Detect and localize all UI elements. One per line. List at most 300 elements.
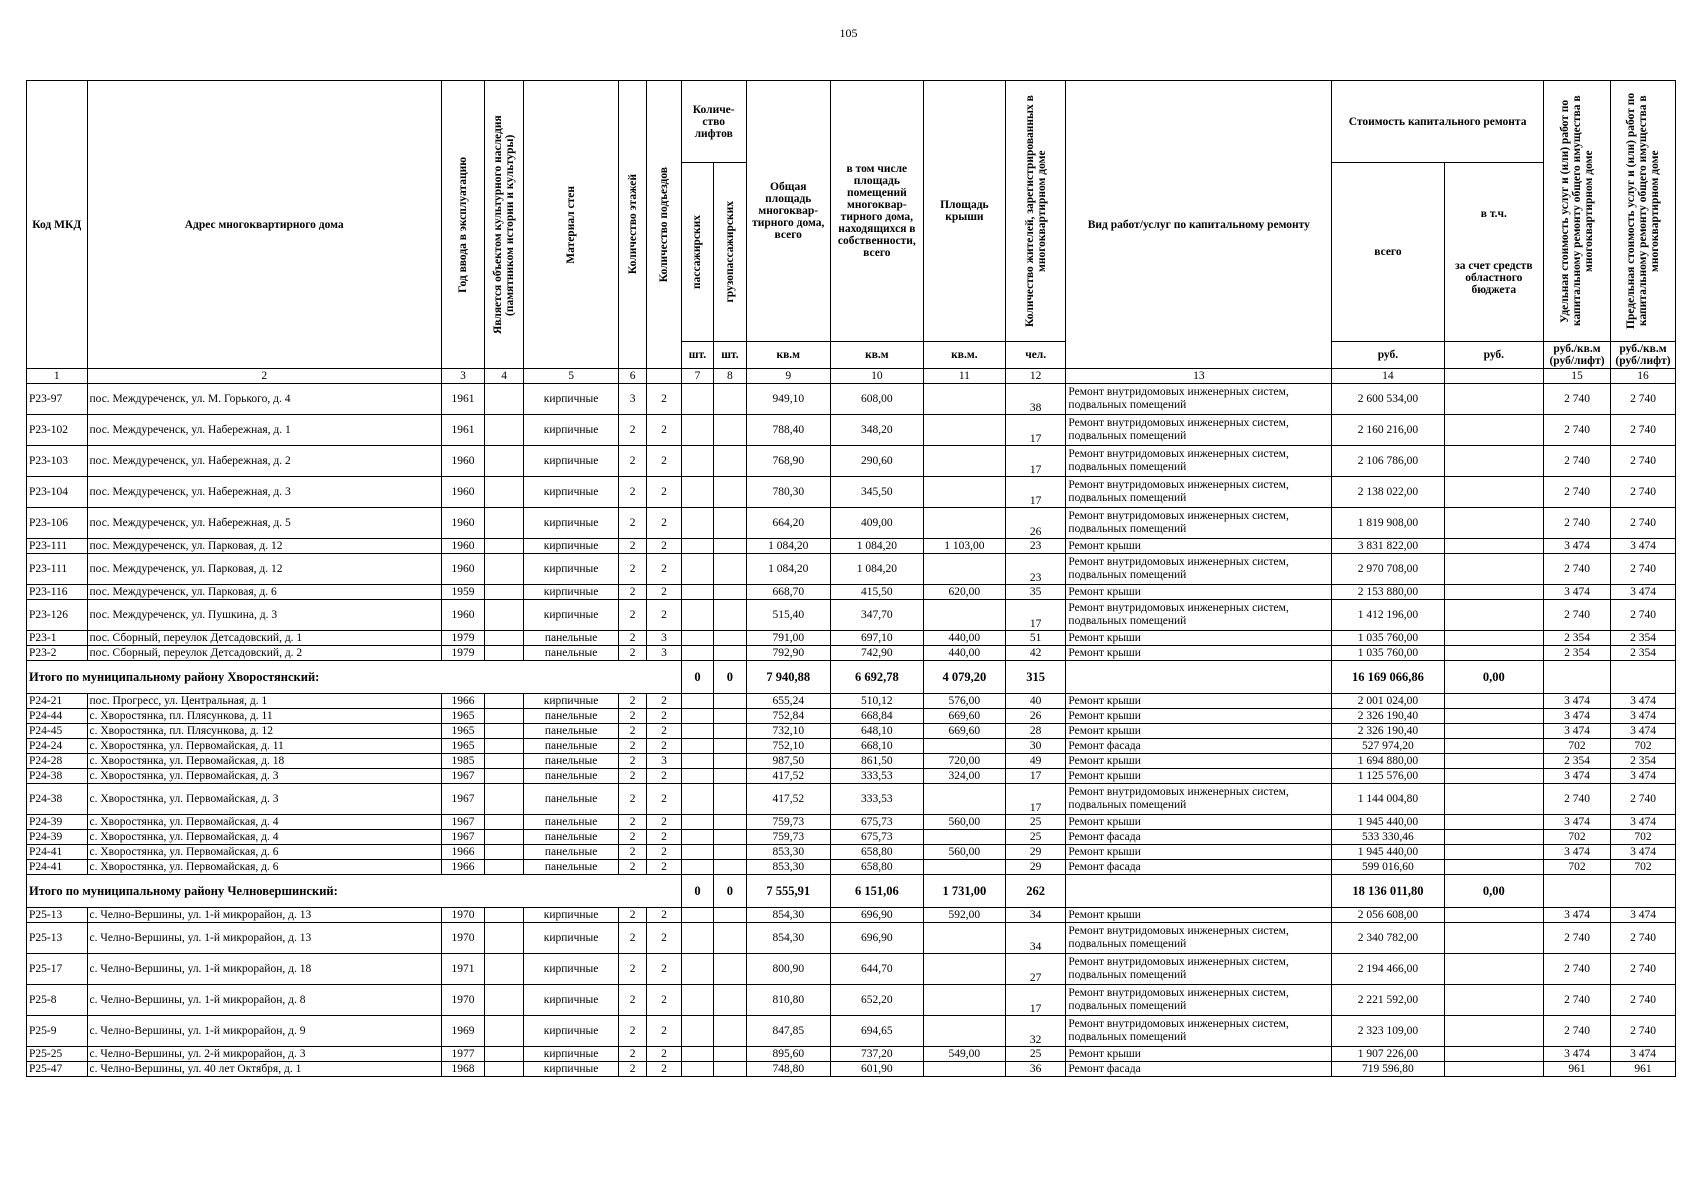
lifts-pass	[681, 954, 713, 985]
work-type: Ремонт крыши	[1066, 769, 1332, 784]
owned-area: 345,50	[830, 477, 923, 508]
heritage	[485, 860, 524, 875]
entrances: 2	[647, 508, 682, 539]
roof-area: 1 103,00	[923, 539, 1005, 554]
residents: 38	[1005, 384, 1066, 415]
residents: 29	[1005, 860, 1066, 875]
lifts-pass	[681, 384, 713, 415]
heritage	[485, 724, 524, 739]
entrances: 2	[647, 769, 682, 784]
table-row	[27, 646, 1676, 661]
cost-total: 2 153 880,00	[1332, 585, 1444, 600]
mkd-code: Р23-126	[27, 600, 88, 631]
column-number: 10	[830, 369, 923, 384]
total-area: 780,30	[746, 477, 830, 508]
header-residents: Количество жителей, зарегистрированных в многоквартирном доме	[1005, 81, 1066, 342]
work-type: Ремонт крыши	[1066, 585, 1332, 600]
total-area: 853,30	[746, 845, 830, 860]
column-number: 8	[714, 369, 746, 384]
wall-material: кирпичные	[524, 415, 619, 446]
mkd-code: Р25-9	[27, 1016, 88, 1047]
roof-area: 560,00	[923, 845, 1005, 860]
owned-area: 658,80	[830, 860, 923, 875]
column-number: 4	[485, 369, 524, 384]
cost-total: 2 056 608,00	[1332, 908, 1444, 923]
cost-regional	[1444, 446, 1543, 477]
table-row	[27, 754, 1676, 769]
cost-regional	[1444, 784, 1543, 815]
limit-cost: 961	[1611, 1062, 1676, 1077]
total-regional: 0,00	[1444, 875, 1543, 908]
work-type: Ремонт фасада	[1066, 860, 1332, 875]
cost-total: 2 600 534,00	[1332, 384, 1444, 415]
table-row	[27, 724, 1676, 739]
entrances: 3	[647, 646, 682, 661]
work-type: Ремонт крыши	[1066, 631, 1332, 646]
page-number: 105	[839, 26, 858, 40]
heritage	[485, 739, 524, 754]
wall-material: кирпичные	[524, 908, 619, 923]
mkd-code: Р24-38	[27, 769, 88, 784]
work-type: Ремонт крыши	[1066, 646, 1332, 661]
cost-regional	[1444, 815, 1543, 830]
limit-cost: 2 354	[1611, 646, 1676, 661]
column-number: 6	[619, 369, 647, 384]
work-type: Ремонт крыши	[1066, 908, 1332, 923]
residents: 23	[1005, 554, 1066, 585]
wall-material: кирпичные	[524, 384, 619, 415]
heritage	[485, 1047, 524, 1062]
limit-cost: 3 474	[1611, 724, 1676, 739]
lifts-pass	[681, 554, 713, 585]
cost-total: 2 138 022,00	[1332, 477, 1444, 508]
unit-cost: 2 740	[1544, 554, 1611, 585]
residents: 51	[1005, 631, 1066, 646]
work-type: Ремонт внутридомовых инженерных систем, подвальных помещений	[1066, 600, 1332, 631]
lifts-cargo	[714, 985, 746, 1016]
lifts-cargo	[714, 1047, 746, 1062]
owned-area: 742,90	[830, 646, 923, 661]
lifts-cargo	[714, 860, 746, 875]
floors: 2	[619, 600, 647, 631]
wall-material: панельные	[524, 860, 619, 875]
column-number: 16	[1611, 369, 1676, 384]
wall-material: кирпичные	[524, 954, 619, 985]
header-walls: Материал стен	[524, 81, 619, 369]
work-type: Ремонт крыши	[1066, 1047, 1332, 1062]
limit-cost: 3 474	[1611, 1047, 1676, 1062]
limit-cost: 3 474	[1611, 585, 1676, 600]
mkd-code: Р25-47	[27, 1062, 88, 1077]
year: 1965	[441, 709, 484, 724]
residents: 29	[1005, 845, 1066, 860]
district-total-row	[27, 661, 1676, 694]
cost-regional	[1444, 985, 1543, 1016]
address: с. Хворостянка, пл. Плясункова, д. 11	[87, 709, 441, 724]
work-type: Ремонт внутридомовых инженерных систем, подвальных помещений	[1066, 477, 1332, 508]
table-row	[27, 985, 1676, 1016]
unit-cost: 2 740	[1544, 477, 1611, 508]
address: с. Челно-Вершины, ул. 40 лет Октября, д. 1	[87, 1062, 441, 1077]
residents: 27	[1005, 954, 1066, 985]
wall-material: панельные	[524, 754, 619, 769]
owned-area: 668,10	[830, 739, 923, 754]
wall-material: кирпичные	[524, 585, 619, 600]
column-numbers-row	[27, 369, 1676, 384]
floors: 2	[619, 908, 647, 923]
floors: 2	[619, 646, 647, 661]
lifts-cargo	[714, 1016, 746, 1047]
total-owned-area: 6 692,78	[830, 661, 923, 694]
year: 1971	[441, 954, 484, 985]
mkd-code: Р24-24	[27, 739, 88, 754]
owned-area: 347,70	[830, 600, 923, 631]
heritage	[485, 830, 524, 845]
table-row	[27, 1047, 1676, 1062]
heritage	[485, 815, 524, 830]
total-area: 655,24	[746, 694, 830, 709]
limit-cost: 3 474	[1611, 769, 1676, 784]
roof-area	[923, 384, 1005, 415]
roof-area	[923, 554, 1005, 585]
year: 1966	[441, 845, 484, 860]
total-residents: 262	[1005, 875, 1066, 908]
limit-cost: 3 474	[1611, 709, 1676, 724]
cost-total: 2 970 708,00	[1332, 554, 1444, 585]
owned-area: 696,90	[830, 923, 923, 954]
entrances: 2	[647, 784, 682, 815]
owned-area: 290,60	[830, 446, 923, 477]
table-row	[27, 508, 1676, 539]
heritage	[485, 539, 524, 554]
owned-area: 694,65	[830, 1016, 923, 1047]
owned-area: 675,73	[830, 815, 923, 830]
total-roof-area: 1 731,00	[923, 875, 1005, 908]
cost-total: 1 144 004,80	[1332, 784, 1444, 815]
heritage	[485, 600, 524, 631]
residents: 35	[1005, 585, 1066, 600]
owned-area: 333,53	[830, 784, 923, 815]
unit-cost: 2 740	[1544, 985, 1611, 1016]
wall-material: панельные	[524, 845, 619, 860]
lifts-pass	[681, 539, 713, 554]
address: с. Челно-Вершины, ул. 1-й микрорайон, д. 13	[87, 923, 441, 954]
lifts-pass	[681, 631, 713, 646]
year: 1969	[441, 1016, 484, 1047]
limit-cost: 2 740	[1611, 1016, 1676, 1047]
unit-cost: 3 474	[1544, 539, 1611, 554]
cost-regional	[1444, 1016, 1543, 1047]
wall-material: панельные	[524, 769, 619, 784]
heritage	[485, 754, 524, 769]
heritage	[485, 646, 524, 661]
total-area: 515,40	[746, 600, 830, 631]
total-area: 732,10	[746, 724, 830, 739]
heritage	[485, 554, 524, 585]
total-area: 752,10	[746, 739, 830, 754]
column-number: 1	[27, 369, 88, 384]
lifts-pass	[681, 784, 713, 815]
limit-cost: 2 354	[1611, 754, 1676, 769]
address: с. Челно-Вершины, ул. 1-й микрорайон, д. 8	[87, 985, 441, 1016]
unit-cost: 702	[1544, 739, 1611, 754]
work-type: Ремонт крыши	[1066, 815, 1332, 830]
unit-cost: 2 740	[1544, 508, 1611, 539]
cost-regional	[1444, 769, 1543, 784]
column-number: 9	[746, 369, 830, 384]
total-area: 853,30	[746, 860, 830, 875]
lifts-cargo	[714, 724, 746, 739]
cost-regional	[1444, 694, 1543, 709]
total-lifts-pass: 0	[681, 661, 713, 694]
mkd-code: Р23-102	[27, 415, 88, 446]
table-row	[27, 694, 1676, 709]
total-unit-cost	[1544, 661, 1611, 694]
year: 1968	[441, 1062, 484, 1077]
mkd-code: Р24-41	[27, 845, 88, 860]
column-number: 5	[524, 369, 619, 384]
wall-material: кирпичные	[524, 554, 619, 585]
wall-material: кирпичные	[524, 600, 619, 631]
total-area: 895,60	[746, 1047, 830, 1062]
address: с. Хворостянка, ул. Первомайская, д. 3	[87, 784, 441, 815]
cost-total: 719 596,80	[1332, 1062, 1444, 1077]
work-type: Ремонт внутридомовых инженерных систем, подвальных помещений	[1066, 415, 1332, 446]
capital-repair-table	[26, 80, 1676, 1077]
cost-total: 2 160 216,00	[1332, 415, 1444, 446]
entrances: 2	[647, 845, 682, 860]
floors: 2	[619, 1062, 647, 1077]
header-year: Год ввода в эксплуатацию	[441, 81, 484, 369]
unit-cost: 2 740	[1544, 415, 1611, 446]
header-lifts-cargo: грузопассажирских	[714, 163, 746, 342]
entrances: 2	[647, 860, 682, 875]
residents: 17	[1005, 600, 1066, 631]
lifts-cargo	[714, 600, 746, 631]
roof-area: 620,00	[923, 585, 1005, 600]
residents: 17	[1005, 769, 1066, 784]
address: с. Хворостянка, ул. Первомайская, д. 3	[87, 769, 441, 784]
cost-regional	[1444, 709, 1543, 724]
address: пос. Сборный, переулок Детсадовский, д. 1	[87, 631, 441, 646]
mkd-code: Р25-17	[27, 954, 88, 985]
work-type: Ремонт внутридомовых инженерных систем, подвальных помещений	[1066, 923, 1332, 954]
heritage	[485, 908, 524, 923]
entrances: 2	[647, 415, 682, 446]
total-unit-cost	[1544, 875, 1611, 908]
year: 1966	[441, 860, 484, 875]
work-type: Ремонт крыши	[1066, 724, 1332, 739]
unit-kvm-3: кв.м.	[923, 342, 1005, 369]
lifts-pass	[681, 739, 713, 754]
wall-material: панельные	[524, 646, 619, 661]
limit-cost: 3 474	[1611, 815, 1676, 830]
lifts-cargo	[714, 739, 746, 754]
total-area: 417,52	[746, 784, 830, 815]
year: 1979	[441, 631, 484, 646]
cost-regional	[1444, 646, 1543, 661]
entrances: 2	[647, 1062, 682, 1077]
mkd-code: Р25-13	[27, 923, 88, 954]
roof-area	[923, 985, 1005, 1016]
total-area: 759,73	[746, 815, 830, 830]
heritage	[485, 508, 524, 539]
address: пос. Междуреченск, ул. Пушкина, д. 3	[87, 600, 441, 631]
total-area: 748,80	[746, 1062, 830, 1077]
address: пос. Прогресс, ул. Центральная, д. 1	[87, 694, 441, 709]
table-row	[27, 1062, 1676, 1077]
district-total-label: Итого по муниципальному району Челновершинский:	[27, 875, 682, 908]
cost-regional	[1444, 923, 1543, 954]
total-area: 752,84	[746, 709, 830, 724]
year: 1979	[441, 646, 484, 661]
unit-cost: 2 354	[1544, 646, 1611, 661]
lifts-pass	[681, 477, 713, 508]
year: 1965	[441, 724, 484, 739]
cost-total: 2 326 190,40	[1332, 724, 1444, 739]
lifts-pass	[681, 830, 713, 845]
year: 1967	[441, 769, 484, 784]
floors: 2	[619, 754, 647, 769]
entrances: 2	[647, 554, 682, 585]
year: 1967	[441, 815, 484, 830]
owned-area: 644,70	[830, 954, 923, 985]
column-number: 12	[1005, 369, 1066, 384]
mkd-code: Р23-1	[27, 631, 88, 646]
floors: 2	[619, 923, 647, 954]
limit-cost: 2 740	[1611, 415, 1676, 446]
table-row	[27, 554, 1676, 585]
lifts-pass	[681, 585, 713, 600]
limit-cost: 2 354	[1611, 631, 1676, 646]
column-number	[1444, 369, 1543, 384]
year: 1985	[441, 754, 484, 769]
lifts-cargo	[714, 446, 746, 477]
floors: 2	[619, 709, 647, 724]
year: 1961	[441, 384, 484, 415]
work-type: Ремонт крыши	[1066, 845, 1332, 860]
total-lifts-pass: 0	[681, 875, 713, 908]
limit-cost: 2 740	[1611, 477, 1676, 508]
column-number: 14	[1332, 369, 1444, 384]
year: 1960	[441, 508, 484, 539]
heritage	[485, 1062, 524, 1077]
lifts-cargo	[714, 815, 746, 830]
wall-material: кирпичные	[524, 1062, 619, 1077]
unit-cost: 3 474	[1544, 845, 1611, 860]
cost-total: 1 035 760,00	[1332, 646, 1444, 661]
cost-total: 1 412 196,00	[1332, 600, 1444, 631]
floors: 2	[619, 415, 647, 446]
unit-cost: 3 474	[1544, 1047, 1611, 1062]
residents: 17	[1005, 784, 1066, 815]
lifts-cargo	[714, 508, 746, 539]
mkd-code: Р23-116	[27, 585, 88, 600]
roof-area	[923, 600, 1005, 631]
cost-regional	[1444, 830, 1543, 845]
address: пос. Междуреченск, ул. Парковая, д. 12	[87, 539, 441, 554]
lifts-cargo	[714, 585, 746, 600]
address: пос. Сборный, переулок Детсадовский, д. 2	[87, 646, 441, 661]
total-work-type	[1066, 875, 1332, 908]
address: пос. Междуреченск, ул. М. Горького, д. 4	[87, 384, 441, 415]
owned-area: 696,90	[830, 908, 923, 923]
owned-area: 658,80	[830, 845, 923, 860]
address: с. Челно-Вершины, ул. 1-й микрорайон, д. 13	[87, 908, 441, 923]
limit-cost: 2 740	[1611, 508, 1676, 539]
header-total-area: Общая площадь многоквар-тирного дома, всего	[746, 81, 830, 342]
roof-area: 440,00	[923, 631, 1005, 646]
owned-area: 409,00	[830, 508, 923, 539]
owned-area: 1 084,20	[830, 554, 923, 585]
limit-cost: 2 740	[1611, 554, 1676, 585]
entrances: 2	[647, 830, 682, 845]
limit-cost: 2 740	[1611, 384, 1676, 415]
unit-cost: 3 474	[1544, 724, 1611, 739]
heritage	[485, 845, 524, 860]
residents: 36	[1005, 1062, 1066, 1077]
table-row	[27, 739, 1676, 754]
lifts-cargo	[714, 784, 746, 815]
table-row	[27, 631, 1676, 646]
floors: 2	[619, 860, 647, 875]
work-type: Ремонт крыши	[1066, 754, 1332, 769]
limit-cost: 2 740	[1611, 954, 1676, 985]
work-type: Ремонт фасада	[1066, 830, 1332, 845]
address: с. Хворостянка, ул. Первомайская, д. 6	[87, 860, 441, 875]
lifts-pass	[681, 754, 713, 769]
total-area: 759,73	[746, 830, 830, 845]
address: с. Хворостянка, ул. Первомайская, д. 18	[87, 754, 441, 769]
cost-total: 599 016,60	[1332, 860, 1444, 875]
unit-cost: 2 740	[1544, 954, 1611, 985]
table-row	[27, 384, 1676, 415]
address: с. Челно-Вершины, ул. 1-й микрорайон, д. 18	[87, 954, 441, 985]
lifts-cargo	[714, 830, 746, 845]
mkd-code: Р23-106	[27, 508, 88, 539]
entrances: 2	[647, 1047, 682, 1062]
unit-sht-1: шт.	[681, 342, 713, 369]
entrances: 3	[647, 754, 682, 769]
entrances: 2	[647, 739, 682, 754]
total-work-type	[1066, 661, 1332, 694]
address: пос. Междуреченск, ул. Набережная, д. 2	[87, 446, 441, 477]
residents: 49	[1005, 754, 1066, 769]
total-residents: 315	[1005, 661, 1066, 694]
lifts-pass	[681, 694, 713, 709]
district-total-label: Итого по муниципальному району Хворостянский:	[27, 661, 682, 694]
year: 1960	[441, 539, 484, 554]
roof-area: 560,00	[923, 815, 1005, 830]
roof-area: 592,00	[923, 908, 1005, 923]
year: 1977	[441, 1047, 484, 1062]
cost-regional	[1444, 415, 1543, 446]
limit-cost: 2 740	[1611, 985, 1676, 1016]
entrances: 2	[647, 694, 682, 709]
roof-area	[923, 1062, 1005, 1077]
wall-material: панельные	[524, 724, 619, 739]
mkd-code: Р23-97	[27, 384, 88, 415]
column-number: 13	[1066, 369, 1332, 384]
owned-area: 348,20	[830, 415, 923, 446]
address: с. Хворостянка, пл. Плясункова, д. 12	[87, 724, 441, 739]
lifts-cargo	[714, 477, 746, 508]
work-type: Ремонт крыши	[1066, 539, 1332, 554]
roof-area	[923, 830, 1005, 845]
heritage	[485, 384, 524, 415]
roof-area: 669,60	[923, 709, 1005, 724]
mkd-code: Р24-21	[27, 694, 88, 709]
